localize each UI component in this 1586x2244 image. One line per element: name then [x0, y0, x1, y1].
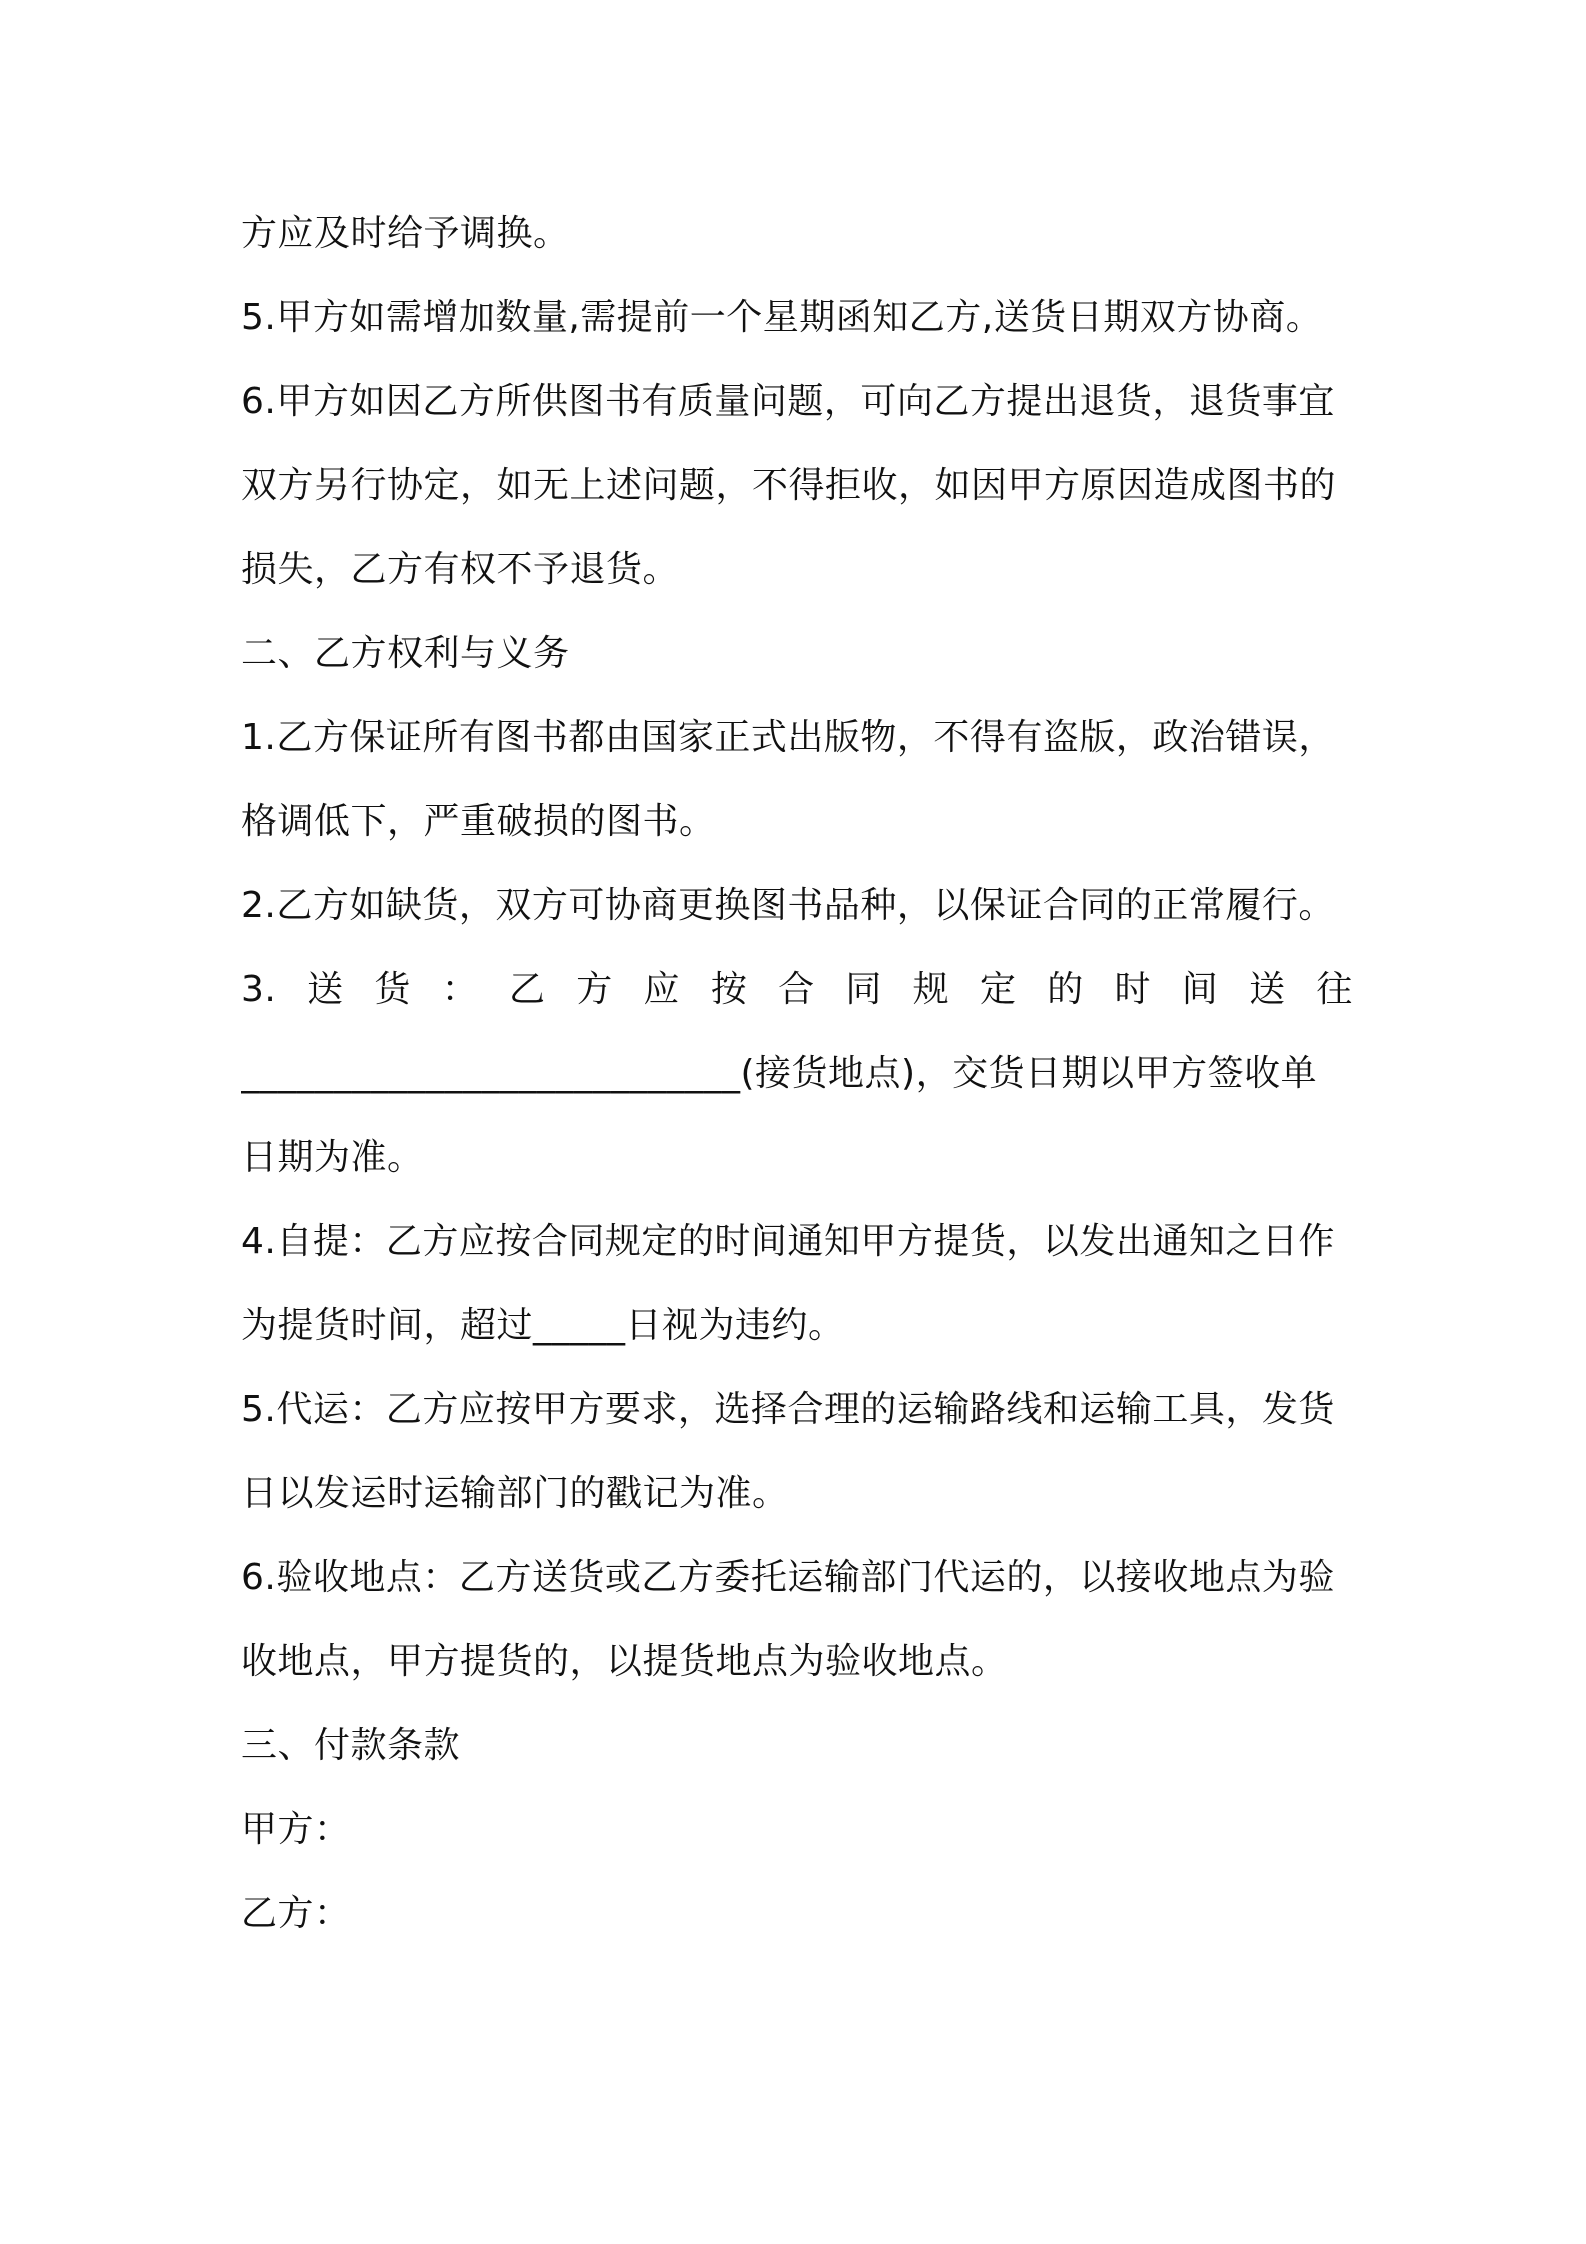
spaced-char: 合 — [778, 969, 815, 1010]
text-line: 日以发运时运输部门的戳记为准。 — [241, 1473, 789, 1514]
spaced-char: 乙 — [508, 969, 546, 1010]
spaced-char: 3. — [241, 969, 277, 1010]
text-line: 2.乙方如缺货，双方可协商更换图书品种，以保证合同的正常履行。 — [241, 885, 1335, 926]
text-line: ___________________________(接货地点)，交货日期以甲方签收单 — [241, 1053, 1318, 1094]
text-line: 1.乙方保证所有图书都由国家正式出版物，不得有盗版，政治错误， — [241, 717, 1335, 758]
spaced-char: 应 — [643, 969, 681, 1010]
spaced-char: 往 — [1316, 969, 1353, 1010]
text-line: 格调低下，严重破损的图书。 — [241, 801, 716, 842]
section-heading: 二、乙方权利与义务 — [241, 633, 570, 674]
text-line: 5.代运：乙方应按甲方要求，选择合理的运输路线和运输工具，发货 — [241, 1389, 1335, 1430]
text-line: 双方另行协定，如无上述问题，不得拒收，如因甲方原因造成图书的 — [241, 465, 1337, 506]
spaced-char: 时 — [1114, 969, 1152, 1010]
spaced-char: 方 — [576, 969, 613, 1010]
text-line: 收地点，甲方提货的，以提货地点为验收地点。 — [241, 1641, 1008, 1682]
section-heading: 三、付款条款 — [241, 1725, 461, 1766]
spaced-char: 送 — [307, 969, 344, 1010]
spaced-char: 送 — [1249, 969, 1286, 1010]
text-line: 损失，乙方有权不予退货。 — [241, 549, 680, 590]
signature-party-b: 乙方： — [241, 1893, 351, 1934]
spaced-char: 规 — [912, 969, 950, 1010]
text-line: 6.甲方如因乙方所供图书有质量问题，可向乙方提出退货，退货事宜 — [241, 381, 1335, 422]
spaced-char: 货 — [374, 969, 411, 1010]
text-line: 6.验收地点：乙方送货或乙方委托运输部门代运的，以接收地点为验 — [241, 1557, 1335, 1598]
text-line: 4.自提：乙方应按合同规定的时间通知甲方提货，以发出通知之日作 — [241, 1221, 1335, 1262]
text-line-spaced — [241, 948, 1353, 1032]
text-line: 方应及时给予调换。 — [241, 213, 570, 254]
spaced-char: ： — [441, 969, 479, 1010]
spaced-char: 同 — [845, 969, 882, 1010]
text-line: 5.甲方如需增加数量,需提前一个星期函知乙方,送货日期双方协商。 — [241, 297, 1323, 338]
text-line: 为提货时间，超过_____日视为违约。 — [241, 1305, 845, 1346]
spaced-char: 按 — [710, 969, 748, 1010]
text-line: 日期为准。 — [241, 1137, 424, 1178]
signature-party-a: 甲方： — [241, 1809, 351, 1850]
document-body — [241, 192, 1353, 1956]
spaced-char: 的 — [1047, 969, 1084, 1010]
spaced-char: 定 — [979, 969, 1017, 1010]
spaced-char: 间 — [1181, 969, 1219, 1010]
